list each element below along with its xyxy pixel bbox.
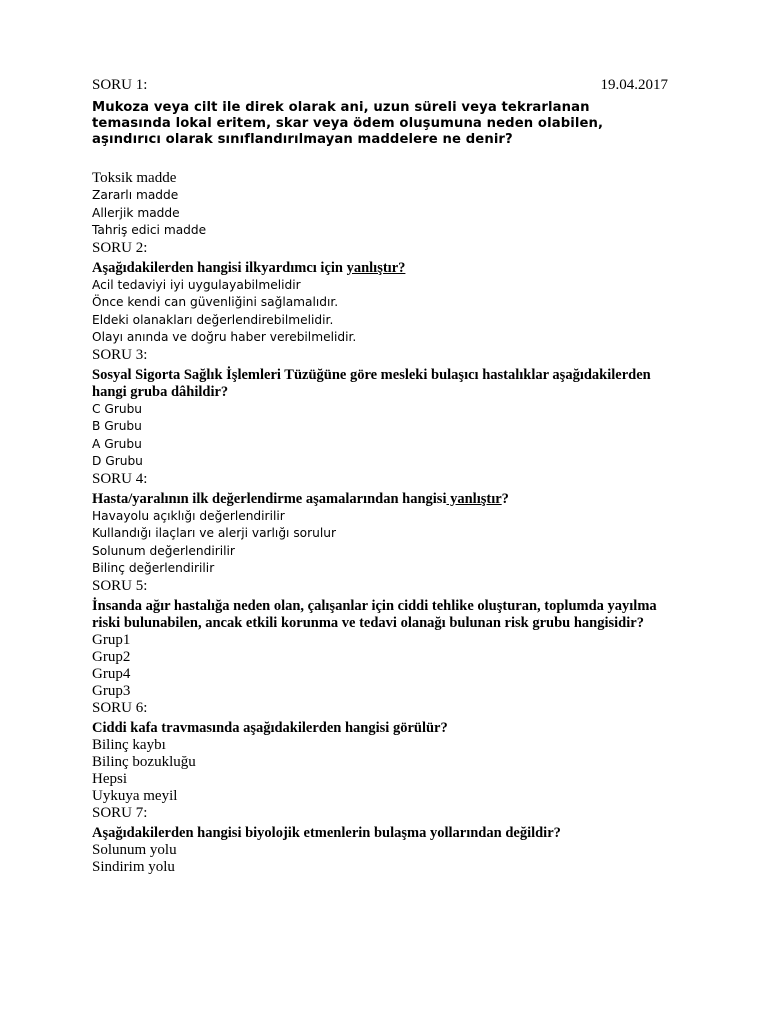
question-6-option-1: Bilinç kaybı — [92, 736, 166, 753]
question-3 — [92, 347, 672, 471]
question-3-stem: Sosyal Sigorta Sağlık İşlemleri Tüzüğüne göre mesleki bulaşıcı hastalıklar aşağıdakilerden hangi gruba dâhildir? — [92, 366, 651, 400]
question-7-stem: Aşağıdakilerden hangisi biyolojik etmenlerin bulaşma yollarından değildir? — [92, 824, 561, 841]
question-3-option-4: D Grubu — [92, 454, 143, 468]
question-2-option-4: Olayı anında ve doğru haber verebilmelidir. — [92, 330, 357, 344]
page-header — [92, 77, 668, 94]
question-3-option-2: B Grubu — [92, 419, 142, 433]
question-4-stem — [92, 491, 672, 508]
question-3-option-1: C Grubu — [92, 401, 143, 416]
question-4-option-1: Havayolu açıklığı değerlendirilir — [92, 508, 285, 523]
question-3-label: SORU 3: — [92, 346, 148, 363]
question-1-option-3: Allerjik madde — [92, 205, 180, 220]
question-4-label: SORU 4: — [92, 470, 148, 487]
question-6-option-4: Uykuya meyil — [92, 787, 178, 804]
question-4-stem-end: ? — [501, 490, 509, 507]
question-5-option-4: Grup3 — [92, 682, 131, 699]
question-6-label: SORU 6: — [92, 699, 148, 716]
question-6-option-3: Hepsi — [92, 770, 127, 787]
question-5-stem: İnsanda ağır hastalığa neden olan, çalışanlar için ciddi tehlike oluşturan, toplumda yayılma riski bulunabilen, ancak etkili korunma ve tedavi olanağı bulunan risk grubu hangisidir? — [92, 597, 657, 631]
question-4-stem-emphasis: yanlıştır — [446, 490, 502, 507]
question-4-option-2: Kullandığı ilaçları ve alerji varlığı sorulur — [92, 526, 336, 540]
question-6-option-2: Bilinç bozukluğu — [92, 753, 196, 770]
question-2-option-3: Eldeki olanakları değerlendirebilmelidir. — [92, 312, 334, 327]
question-5-option-2: Grup2 — [92, 648, 131, 665]
question-2-stem-emphasis: yanlıştır? — [346, 259, 406, 276]
document-date: 19.04.2017 — [600, 77, 668, 93]
question-1-option-2: Zararlı madde — [92, 188, 179, 202]
question-2-option-1: Acil tedaviyi iyi uygulayabilmelidir — [92, 277, 301, 292]
question-2-label: SORU 2: — [92, 239, 148, 256]
question-2-option-2: Önce kendi can güvenliğini sağlamalıdır. — [92, 295, 339, 309]
question-5-option-1: Grup1 — [92, 631, 131, 648]
question-list — [92, 98, 672, 876]
question-7-option-2: Sindirim yolu — [92, 858, 175, 875]
question-1 — [92, 100, 672, 240]
question-2-stem-text: Aşağıdakilerden hangisi ilkyardımcı için — [92, 259, 347, 276]
question-1-stem: Mukoza veya cilt ile direk olarak ani, uzun süreli veya tekrarlanan temasında lokal eritem, skar veya ödem oluşumuna neden olabilen, aşındırıcı olarak sınıflandırılmayan maddelere ne denir? — [92, 100, 604, 147]
question-1-option-4: Tahriş edici madde — [92, 223, 207, 237]
question-6 — [92, 700, 672, 805]
question-4-option-4: Bilinç değerlendirilir — [92, 561, 215, 575]
question-7 — [92, 805, 672, 876]
question-4 — [92, 471, 672, 578]
question-7-option-1: Solunum yolu — [92, 841, 177, 858]
question-2 — [92, 240, 672, 347]
question-1-option-1: Toksik madde — [92, 170, 177, 186]
question-6-stem: Ciddi kafa travmasında aşağıdakilerden hangisi görülür? — [92, 719, 448, 736]
question-3-option-3: A Grubu — [92, 436, 142, 451]
question-5-option-3: Grup4 — [92, 665, 131, 682]
question-7-label: SORU 7: — [92, 804, 148, 821]
question-4-stem-text: Hasta/yaralının ilk değerlendirme aşamalarından hangisi — [92, 490, 447, 507]
question-5-label: SORU 5: — [92, 577, 148, 594]
question-2-stem — [92, 260, 672, 277]
question-5 — [92, 578, 672, 700]
question-4-option-3: Solunum değerlendirilir — [92, 543, 235, 558]
question-1-label: SORU 1: — [92, 77, 148, 93]
